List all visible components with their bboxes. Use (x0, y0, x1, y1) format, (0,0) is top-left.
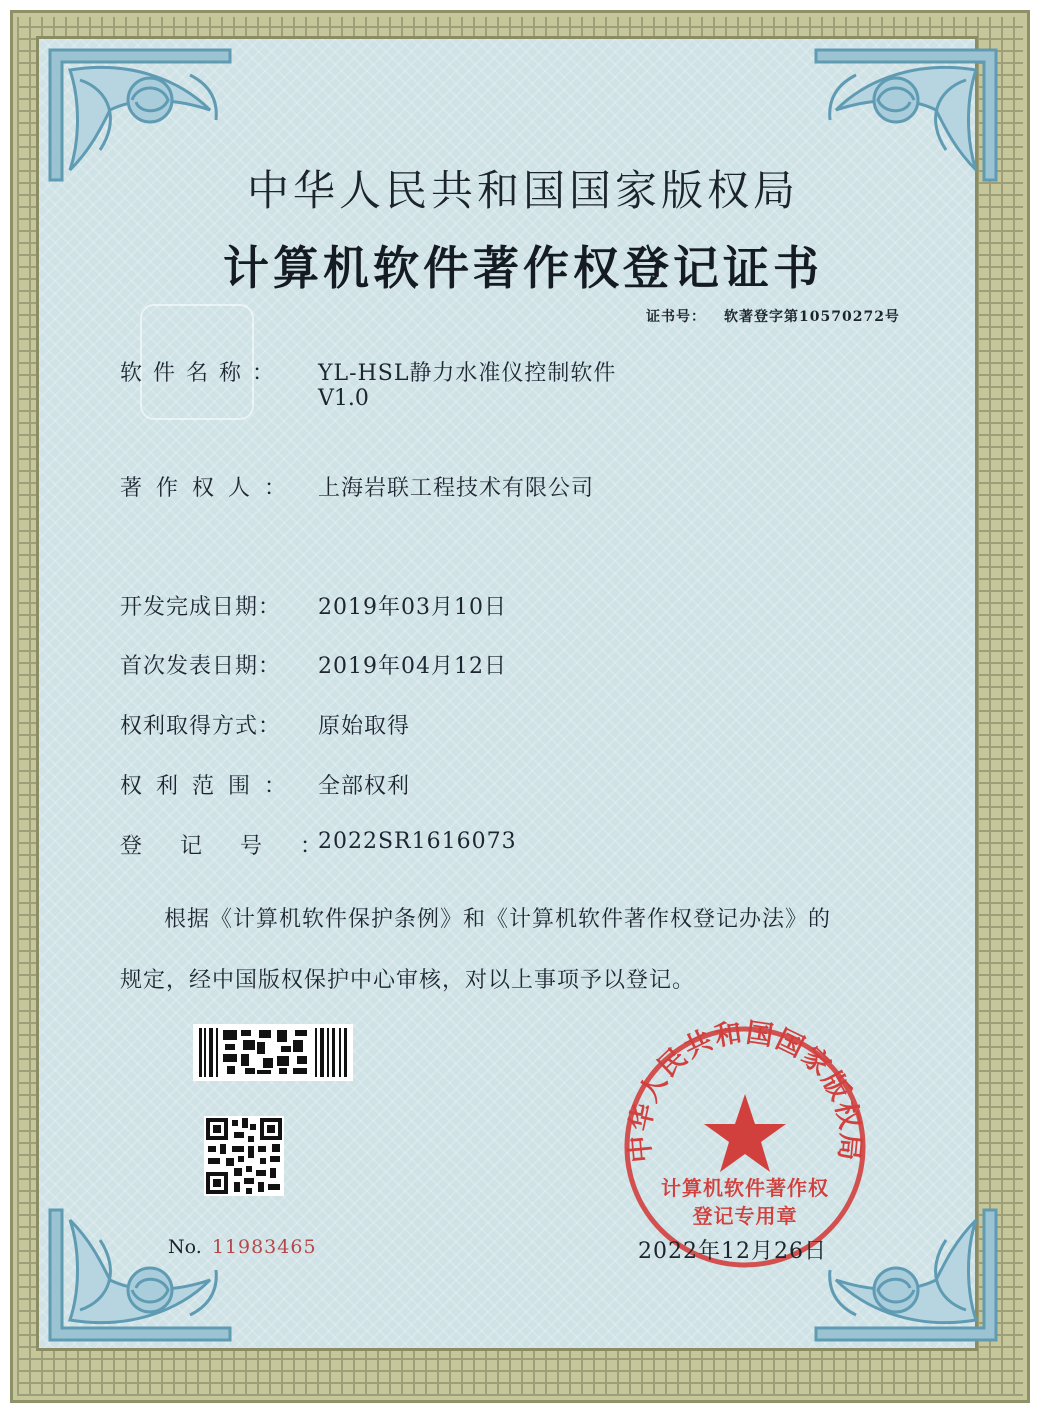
seal-star-icon (704, 1094, 786, 1172)
corner-ornament-bottom-left (40, 1200, 240, 1350)
statement-line-1: 根据《计算机软件保护条例》和《计算机软件著作权登记办法》的 (164, 907, 832, 932)
field-value: YL-HSL静力水准仪控制软件 (318, 361, 617, 386)
field-label: 著作权人： (120, 476, 301, 501)
barcode-icon (193, 1024, 353, 1081)
certificate-number (646, 306, 900, 326)
seal-line-1: 计算机软件著作权 (661, 1176, 829, 1200)
seal-line-2: 登记专用章 (692, 1204, 798, 1228)
field-value: 原始取得 (318, 714, 411, 739)
field-label: 首次发表日期： (120, 654, 282, 679)
qr-code-icon (204, 1116, 284, 1196)
field-label: 权利取得方式： (120, 714, 282, 739)
seal-ring-path: 中华人民共和国国家版权局 (624, 1017, 866, 1164)
serial-number (168, 1236, 317, 1258)
field-value: 2019年04月12日 (318, 654, 507, 679)
certificate-title: 计算机软件著作权登记证书 (223, 241, 823, 295)
field-value: 全部权利 (318, 774, 411, 799)
field-value: 2022SR1616073 (318, 829, 517, 854)
qr-code (204, 1116, 284, 1196)
barcode (193, 1024, 353, 1081)
statement-line-2: 规定，经中国版权保护中心审核，对以上事项予以登记。 (120, 968, 696, 993)
software-version: V1.0 (318, 386, 369, 411)
serial-value: 11983465 (211, 1236, 317, 1258)
field-label: 登记号： (120, 834, 361, 859)
field-label: 软件名称： (120, 361, 286, 386)
field-label: 权利范围： (120, 774, 301, 799)
field-value: 上海岩联工程技术有限公司 (318, 476, 595, 501)
serial-label: No. (168, 1236, 202, 1258)
issuing-authority: 中华人民共和国国家版权局 (246, 166, 799, 215)
certificate-number-value: 软著登字第10570272号 (724, 309, 900, 325)
field-label: 开发完成日期： (120, 595, 282, 620)
issue-date: 2022年12月26日 (638, 1239, 827, 1264)
scroll-ornament-icon (40, 1200, 240, 1350)
certificate-number-label: 证书号： (646, 309, 706, 325)
field-value: 2019年03月10日 (318, 595, 507, 620)
